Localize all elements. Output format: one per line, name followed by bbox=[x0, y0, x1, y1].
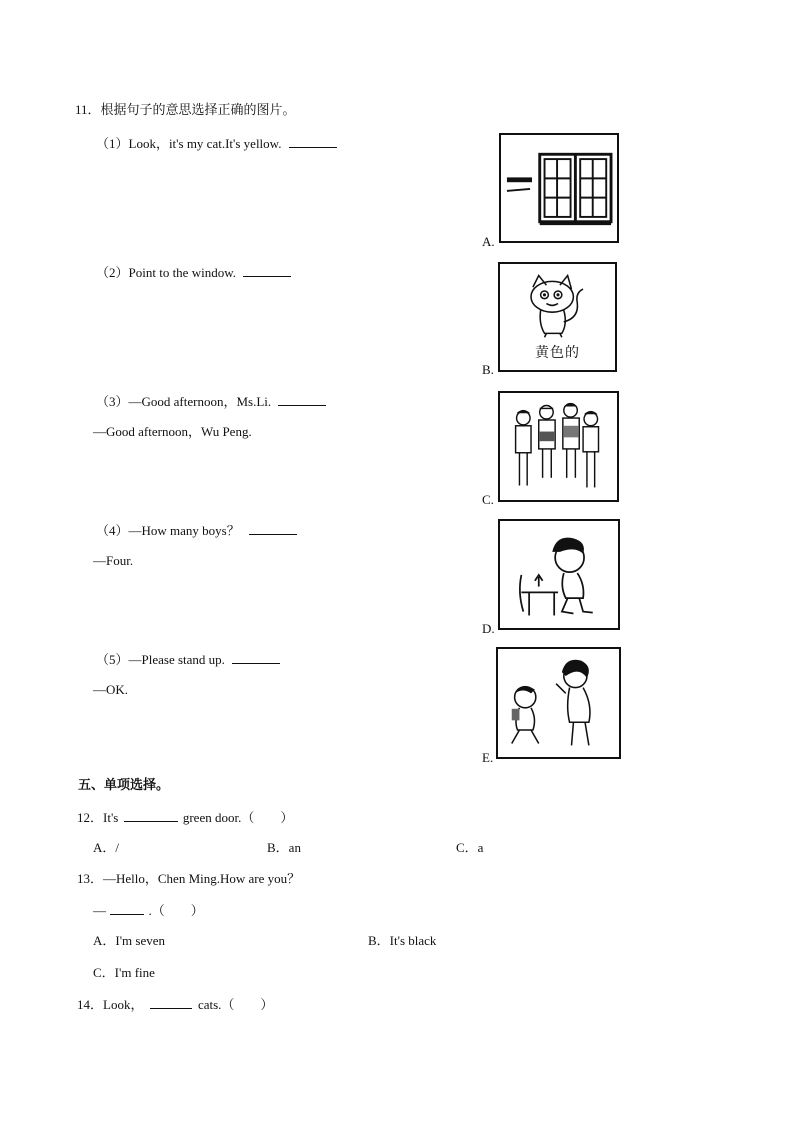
answer-blank-3[interactable] bbox=[278, 393, 326, 406]
section-5-title: 五、单项选择。 bbox=[78, 777, 170, 792]
q12-answer-blank[interactable] bbox=[124, 809, 178, 822]
question-13-reply bbox=[93, 902, 204, 919]
picture-b-letter: B. bbox=[482, 362, 494, 377]
q12-option-b[interactable]: B．an bbox=[267, 840, 301, 855]
q13-answer-blank[interactable] bbox=[110, 902, 144, 915]
cat-picture bbox=[498, 262, 617, 372]
boy-standing-up-picture bbox=[498, 519, 620, 630]
question-11-item-4 bbox=[96, 522, 297, 539]
question-11-item-1 bbox=[96, 135, 337, 152]
answer-blank-4[interactable] bbox=[249, 522, 297, 535]
item-4-reply: —Four. bbox=[93, 553, 134, 568]
question-13-stem: 13．—Hello，Chen Ming.How are you？ bbox=[77, 871, 301, 886]
item-1-text: （1）Look，it's my cat.It's yellow. bbox=[96, 136, 282, 151]
item-3-text: （3）—Good afternoon，Ms.Li. bbox=[96, 394, 272, 409]
four-boys-icon bbox=[500, 393, 617, 500]
picture-e-letter: E. bbox=[482, 750, 494, 765]
item-2-text: （2）Point to the window. bbox=[96, 265, 236, 280]
item-4-text: （4）—How many boys？ bbox=[96, 523, 240, 538]
item-5-text: （5）—Please stand up. bbox=[96, 652, 225, 667]
window-picture bbox=[499, 133, 619, 243]
question-11-item-5 bbox=[96, 651, 280, 668]
picture-c-letter: C. bbox=[482, 492, 494, 507]
q14-stem-b: cats.（ ） bbox=[197, 997, 274, 1012]
q12-option-c[interactable]: C．a bbox=[456, 840, 484, 855]
q14-answer-blank[interactable] bbox=[150, 996, 192, 1009]
q12-stem-a: 12．It's bbox=[77, 810, 119, 825]
item-5-reply: —OK. bbox=[93, 682, 129, 697]
four-boys-picture bbox=[498, 391, 619, 502]
q13-option-c[interactable]: C．I'm fine bbox=[93, 965, 155, 980]
boy-standing-up-icon bbox=[500, 521, 618, 628]
q12-stem-b: green door.（ ） bbox=[182, 810, 294, 825]
q13-reply-b: .（ ） bbox=[148, 903, 204, 918]
greeting-teacher-icon bbox=[498, 649, 619, 757]
answer-blank-1[interactable] bbox=[289, 135, 337, 148]
question-11-title: 11．根据句子的意思选择正确的图片。 bbox=[75, 102, 296, 117]
picture-d-letter: D. bbox=[482, 621, 495, 636]
cat-caption: 黄色的 bbox=[535, 345, 580, 361]
q14-stem-a: 14．Look， bbox=[77, 997, 144, 1012]
question-11-item-2 bbox=[96, 264, 291, 281]
answer-blank-5[interactable] bbox=[232, 651, 280, 664]
q13-reply-a: — bbox=[93, 903, 106, 918]
window-icon bbox=[501, 135, 617, 241]
question-14-stem bbox=[77, 996, 273, 1013]
q13-option-a[interactable]: A．I'm seven bbox=[93, 933, 166, 948]
q12-option-a[interactable]: A．/ bbox=[93, 840, 120, 855]
answer-blank-2[interactable] bbox=[243, 264, 291, 277]
question-12-stem bbox=[77, 809, 293, 826]
greeting-teacher-picture bbox=[496, 647, 621, 759]
q13-option-b[interactable]: B．It's black bbox=[368, 933, 437, 948]
question-11-item-3 bbox=[96, 393, 326, 410]
item-3-reply: —Good afternoon，Wu Peng. bbox=[93, 424, 252, 439]
picture-a-letter: A. bbox=[482, 234, 495, 249]
